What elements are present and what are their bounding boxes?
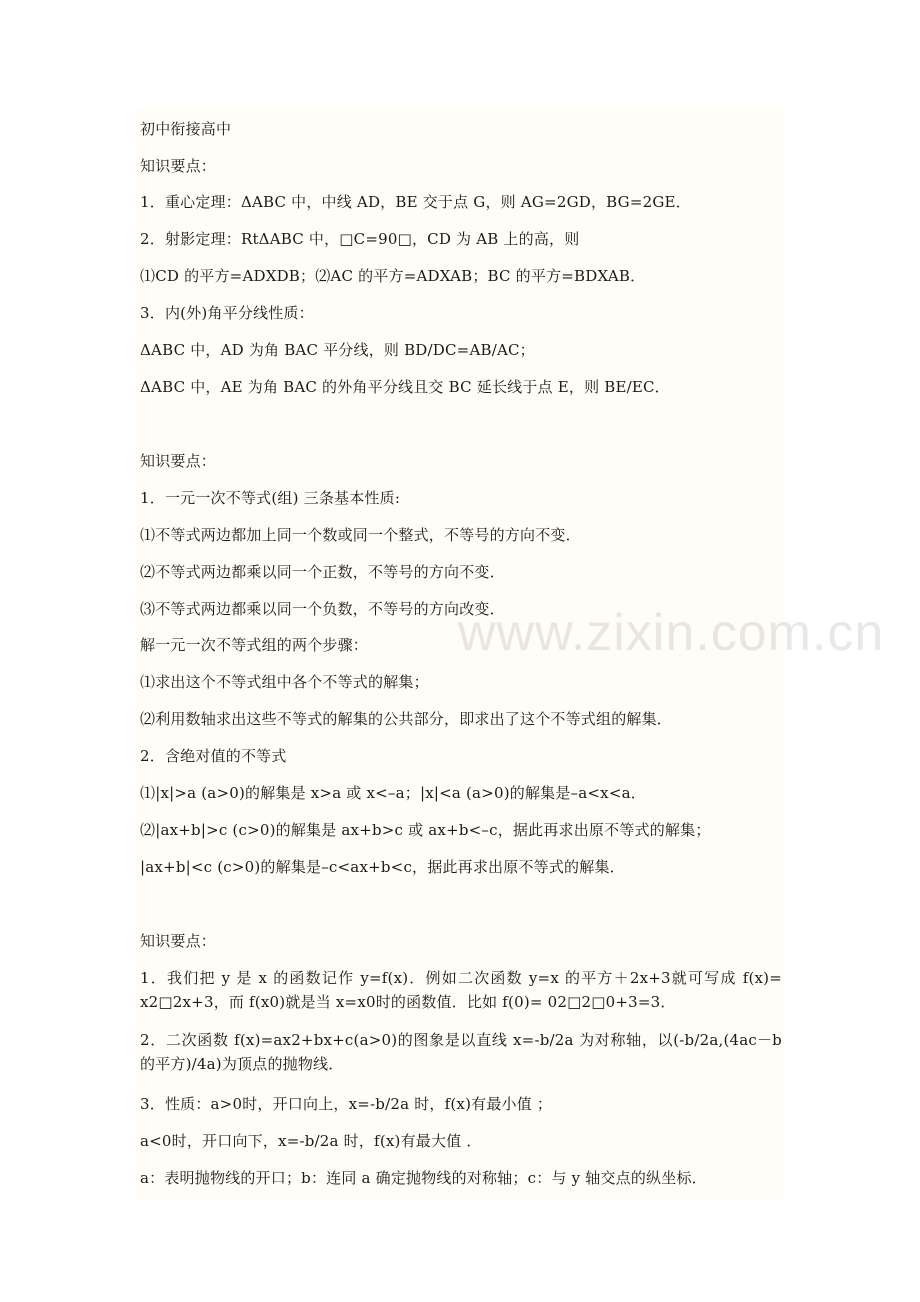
section-2-heading: 知识要点：: [140, 452, 217, 470]
section-1-line: 1．重心定理：ΔABC 中，中线 AD，BE 交于点 G，则 AG=2GD，BG=2GE．: [140, 193, 691, 211]
section-2-line: ⑴|x|>a (a>0)的解集是 x>a 或 x<–a；|x|<a (a>0)的解集是–a<x<a．: [140, 784, 646, 802]
section-2-line: ⑴求出这个不等式组中各个不等式的解集；: [140, 673, 429, 691]
section-2-line: ⑵|ax+b|>c (c>0)的解集是 ax+b>c 或 ax+b<–c，据此再求出原不等式的解集；: [140, 821, 711, 839]
section-1-line: ΔABC 中，AD 为角 BAC 平分线，则 BD/DC=AB/AC；: [140, 341, 535, 359]
section-2-line: ⑵利用数轴求出这些不等式的解集的公共部分，即求出了这个不等式组的解集．: [140, 710, 673, 728]
section-1-line: 2．射影定理：RtΔABC 中，□C=90□，CD 为 AB 上的高，则: [140, 230, 580, 248]
section-3-line: a<0时，开口向下，x=-b/2a 时，f(x)有最大值 ．: [140, 1132, 482, 1150]
section-1-line: 3．内(外)角平分线性质：: [140, 304, 314, 322]
section-3-line: a：表明抛物线的开口；b：连同 a 确定抛物线的对称轴；c：与 y 轴交点的纵坐标．: [140, 1169, 707, 1187]
section-3-paragraph: 1．我们把 y 是 x 的函数记作 y=f(x)．例如二次函数 y=x 的平方＋2x+3就可写成 f(x)= x2□2x+3，而 f(x0)就是当 x=x0时的函数值．比如 f(0)= 02□2□0+3=3．: [140, 969, 782, 1011]
section-3-paragraph: 2．二次函数 f(x)=ax2+bx+c(a>0)的图象是以直线 x=-b/2a 为对称轴，以(-b/2a,(4ac－b 的平方)/4a)为顶点的抛物线．: [140, 1031, 782, 1073]
section-2-line: ⑶不等式两边都乘以同一个负数，不等号的方向改变．: [140, 600, 505, 618]
section-2-line: 2．含绝对值的不等式: [140, 747, 287, 765]
section-2-line: |ax+b|<c (c>0)的解集是–c<ax+b<c，据此再求出原不等式的解集．: [140, 858, 625, 876]
section-2-line: 1．一元一次不等式(组) 三条基本性质:: [140, 489, 401, 507]
section-3-heading: 知识要点：: [140, 932, 217, 950]
section-2-line: 解一元一次不等式组的两个步骤：: [140, 636, 369, 654]
section-2-line: ⑵不等式两边都乘以同一个正数，不等号的方向不变．: [140, 563, 505, 581]
section-1-heading: 知识要点：: [140, 157, 217, 175]
section-1-line: ⑴CD 的平方=ADXDB；⑵AC 的平方=ADXAB；BC 的平方=BDXAB．: [140, 267, 646, 285]
document-title: 初中衔接高中: [140, 120, 232, 138]
section-1-line: ΔABC 中，AE 为角 BAC 的外角平分线且交 BC 延长线于点 E，则 BE/EC．: [140, 378, 670, 396]
section-3-line: 3．性质：a>0时，开口向上，x=-b/2a 时，f(x)有最小值 ；: [140, 1095, 553, 1113]
watermark: www.zixin.com.cn: [458, 604, 885, 662]
section-2-line: ⑴不等式两边都加上同一个数或同一个整式，不等号的方向不变．: [140, 526, 581, 544]
